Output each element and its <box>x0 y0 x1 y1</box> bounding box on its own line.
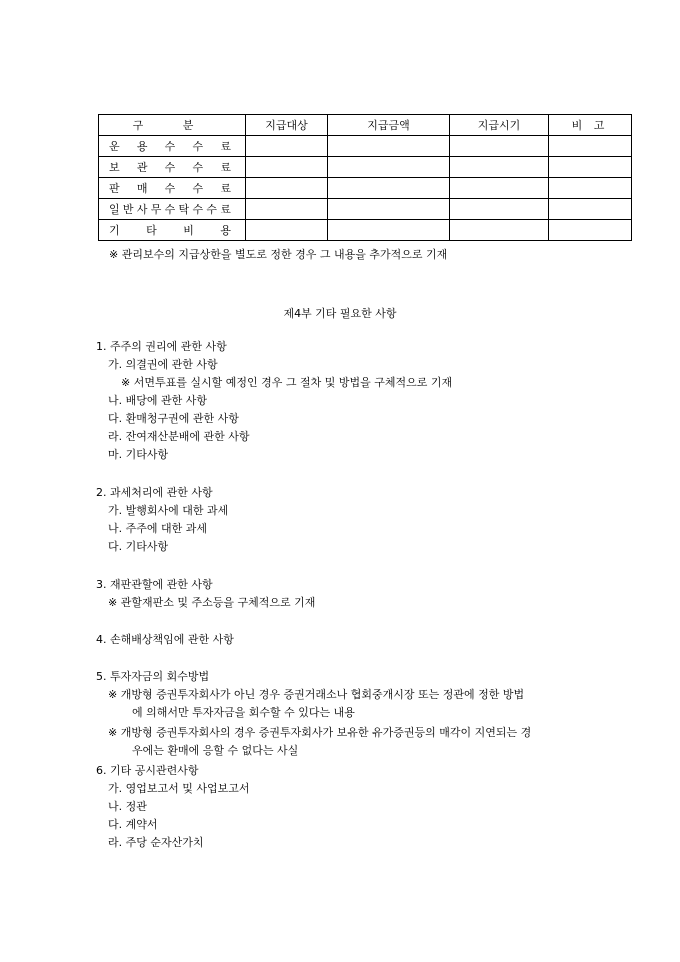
sub-item: 나. 배당에 관한 사항 <box>108 394 207 407</box>
fee-table-note: ※ 관리보수의 지급상한을 별도로 정한 경우 그 내용을 추가적으로 기재 <box>109 248 448 261</box>
item-heading: 6. 기타 공시관련사항 <box>96 764 199 777</box>
item-heading: 5. 투자자금의 회수방법 <box>96 670 210 683</box>
note-line: ※ 서면투표를 실시할 예정인 경우 그 절차 및 방법을 구체적으로 기재 <box>121 376 453 389</box>
fee-table-header-row <box>99 115 632 136</box>
note-line-continuation: 우에는 환매에 응할 수 없다는 사실 <box>132 744 299 757</box>
item-heading: 2. 과세처리에 관한 사항 <box>96 486 213 499</box>
header-category: 구 분 <box>99 115 246 136</box>
header-timing: 지급시기 <box>450 115 549 136</box>
table-row <box>99 157 632 178</box>
sub-item: 나. 주주에 대한 과세 <box>108 522 207 535</box>
note-line: ※ 개방형 증권투자회사의 경우 증권투자회사가 보유한 유가증권등의 매각이 지연되는 경 <box>108 726 532 739</box>
sub-item: 라. 잔여재산분배에 관한 사항 <box>108 430 250 443</box>
row-label-management-fee: 운 용 수 수 료 <box>99 136 246 157</box>
section-title: 제4부 기타 필요한 사항 <box>283 307 397 320</box>
table-row <box>99 178 632 199</box>
sub-item: 다. 환매청구권에 관한 사항 <box>108 412 239 425</box>
note-line-continuation: 에 의해서만 투자자금을 회수할 수 있다는 내용 <box>132 706 355 719</box>
sub-item: 다. 계약서 <box>108 818 158 831</box>
row-label-sales-fee: 판 매 수 수 료 <box>99 178 246 199</box>
sub-item: 가. 영업보고서 및 사업보고서 <box>108 782 250 795</box>
header-remarks: 비 고 <box>549 115 632 136</box>
row-label-admin-fee: 일 반 사 무 수 탁 수 수 료 <box>99 199 246 220</box>
item-heading: 3. 재판관할에 관한 사항 <box>96 578 213 591</box>
table-row <box>99 220 632 241</box>
table-row <box>99 199 632 220</box>
note-line: ※ 개방형 증권투자회사가 아닌 경우 증권거래소나 협회중개시장 또는 정관에 정한 방법 <box>108 688 525 701</box>
sub-item: 마. 기타사항 <box>108 448 169 461</box>
sub-item: 가. 발행회사에 대한 과세 <box>108 504 229 517</box>
note-line: ※ 관할재판소 및 주소등을 구체적으로 기재 <box>108 596 316 609</box>
sub-item: 나. 정관 <box>108 800 147 813</box>
item-heading: 4. 손해배상책임에 관한 사항 <box>96 633 234 646</box>
row-label-other-expenses: 기 타 비 용 <box>99 220 246 241</box>
fee-table <box>98 114 632 241</box>
sub-item: 라. 주당 순자산가치 <box>108 836 204 849</box>
sub-item: 가. 의결권에 관한 사항 <box>108 358 218 371</box>
sub-item: 다. 기타사항 <box>108 540 169 553</box>
header-amount: 지급금액 <box>328 115 450 136</box>
header-recipient: 지급대상 <box>246 115 328 136</box>
row-label-custody-fee: 보 관 수 수 료 <box>99 157 246 178</box>
item-heading: 1. 주주의 권리에 관한 사항 <box>96 340 227 353</box>
table-row <box>99 136 632 157</box>
